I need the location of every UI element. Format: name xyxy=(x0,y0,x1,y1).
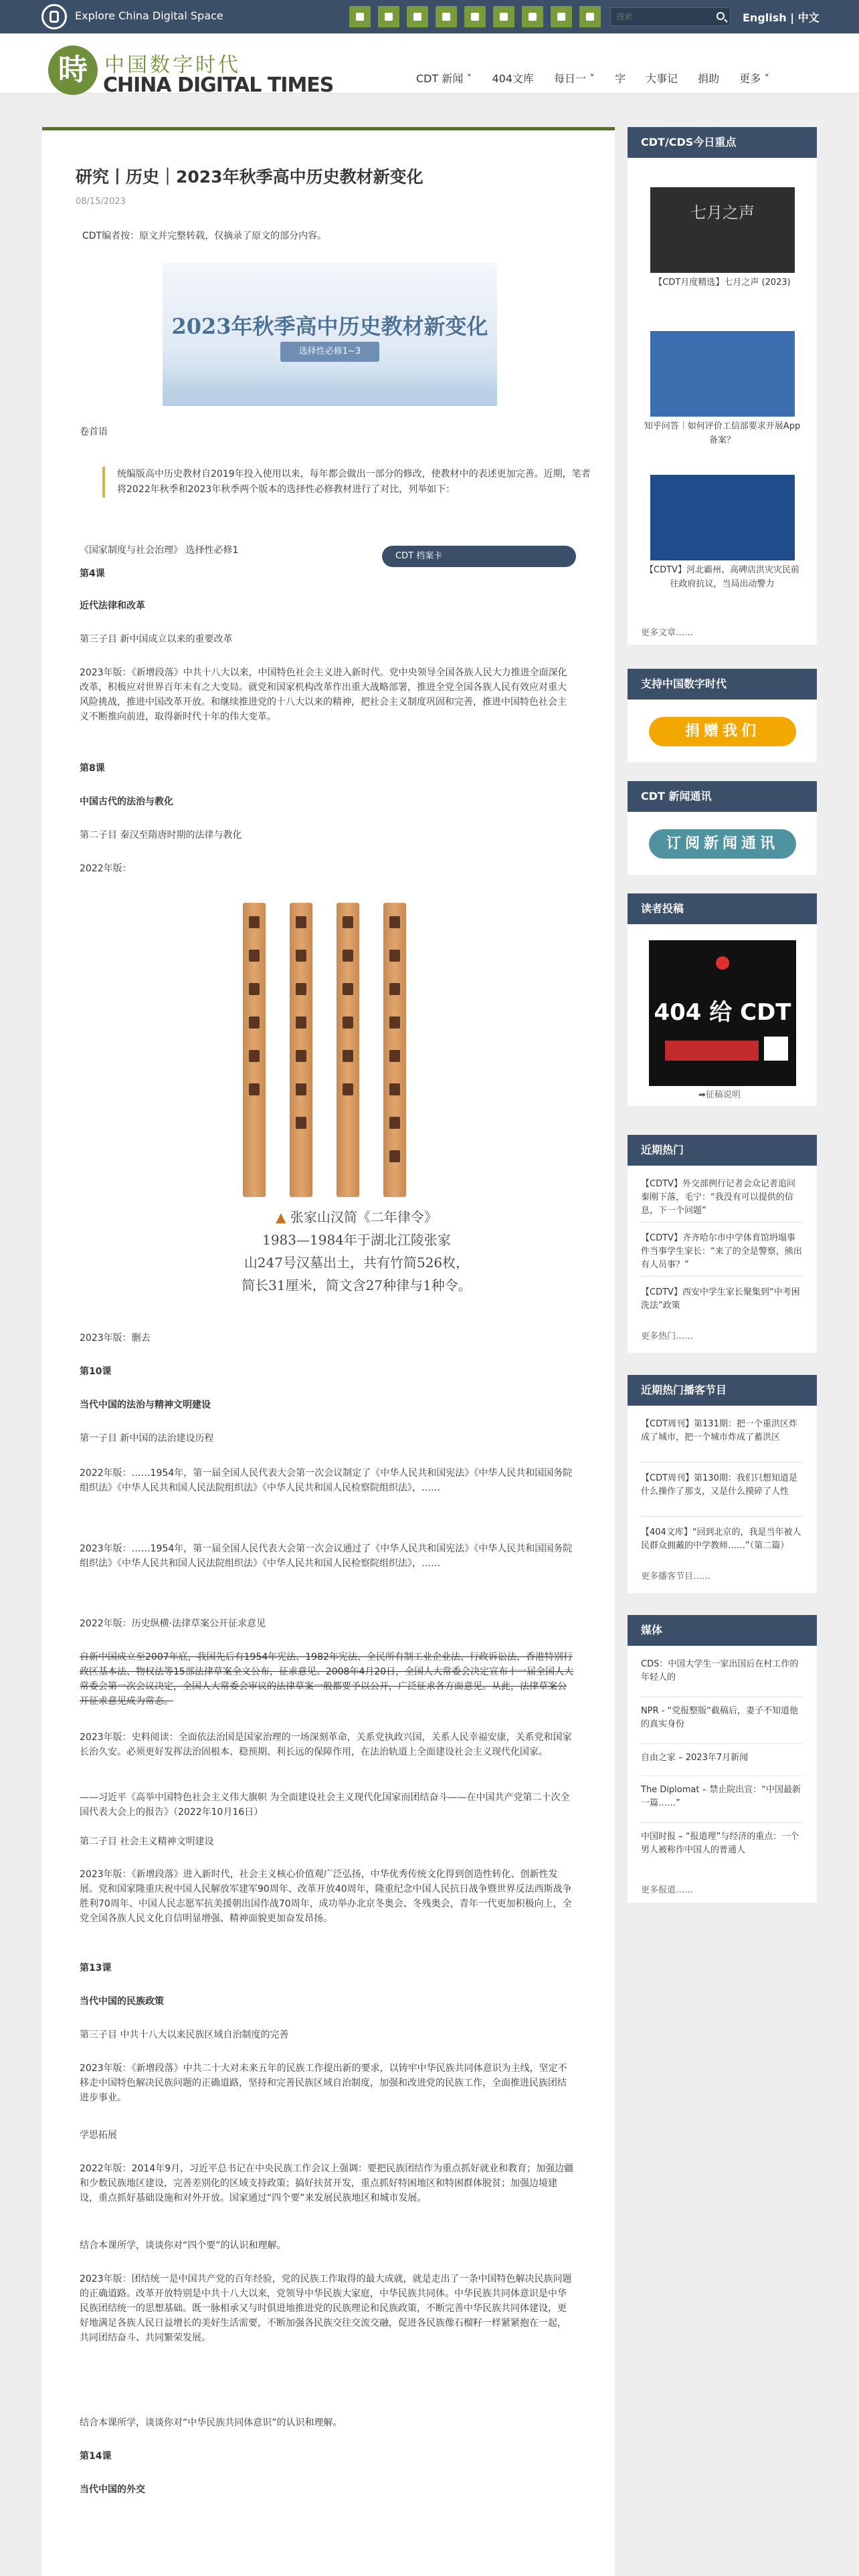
media-item[interactable]: 自由之家 – 2023年7月新闻 xyxy=(641,1753,749,1763)
featured-thumb[interactable]: 七月之声 xyxy=(650,187,795,273)
caption-line: 山247号汉墓出土，共有竹简526枚， xyxy=(244,1255,470,1271)
cds-logo-icon[interactable] xyxy=(41,4,67,29)
site-title-en[interactable]: CHINA DIGITAL TIMES xyxy=(103,74,334,97)
recent-item[interactable]: 【CDTV】齐齐哈尔市中学体育馆坍塌事件当事学生家长：“来了的全是警察，熊出有人员事？” xyxy=(641,1233,802,1270)
article-date: 08/15/2023 xyxy=(76,197,126,207)
lesson-paragraph: 2023年版：《新增段落》中共二十大对未来五年的民族工作提出新的要求，以铸牢中华民族共同体意识为主线，坚定不移走中国特色解决民族问题的正确道路，坚持和完善民族区域自治制度，加强和改进党的民族工作，全面推进民族团结进步事业。 xyxy=(80,2063,567,2103)
lesson-subtitle: 第三子目 中共十八大以来民族区域自治制度的完善 xyxy=(80,2030,289,2040)
featured-thumb[interactable] xyxy=(650,331,795,417)
editor-note: CDT编者按：原文并完整转载，仅摘录了原文的部分内容。 xyxy=(82,231,327,241)
lesson-paragraph: 2022年版：2014年9月，习近平总书记在中央民族工作会议上强调：要把民族团结作为重点抓好就业和教育；加强边疆和少数民族地区建设，完善差别化的区域支持政策；搞好扶贫开发，重点抓好特困地区和特困群体脱贫；加强边境建设，重点抓好基础设施和对外开放。国家通过“四个要”来发展民族地区和城市发展。 xyxy=(80,2163,574,2204)
media-item[interactable]: NPR - “党报整版“截稿后，妻子不知道他的真实身份 xyxy=(641,1706,799,1729)
lesson-paragraph: 2023年版：团结统一是中国共产党的百年经验，党的民族工作取得的最大成就，就是走出了一条中国特色解决民族问题的正确道路。改革开放特别是中共十八大以来，党领导中华民族大家庭，中华民族共同体。中华民族共同体意识是中华民族团结统一的思想基础。既一脉相承又与时俱进地推进党的民族理论和民族政策，不断完善中华民族共同体建设，更好地满足各族人民日益增长的美好生活需要，不断加强各民族交往交流交融，促进各民族像石榴籽一样紧紧抱在一起，共同团结奋斗、共同繁荣发展。 xyxy=(80,2274,572,2343)
more-link[interactable]: 更多报道…… xyxy=(641,1885,694,1895)
bamboo-caption xyxy=(203,1206,510,1297)
deleted-paragraph: 自新中国成立至2007年底，我国先后有1954年宪法、1982年宪法、全民所有制工业企业法、行政诉讼法、香港特别行政区基本法、物权法等15部法律草案全文公布，征求意见。2008年4月20日，全国人大常委会决定宣布十一届全国人大常委会第一次会议决定，全国人大常委会审议的法律草案一般都要予以公开，广泛征求各方面意见。从此，法律草案公开征求意见成为常态。 xyxy=(80,1652,574,1707)
podcast-item[interactable]: 【CDT周刊】第131期：把一个重洪区炸成了城市，把一个城市炸成了蓄洪区 xyxy=(641,1419,797,1442)
widget-title: 支持中国数字时代 xyxy=(628,669,817,700)
podcast-icon[interactable] xyxy=(522,6,543,27)
lesson-title: 当代中国的法治与精神文明建设 xyxy=(80,1400,211,1410)
top-bar xyxy=(0,0,859,33)
featured-link[interactable]: 【CDTV】河北霸州、高碑店洪灾灾民前往政府抗议，当局出动警力 xyxy=(645,565,799,589)
submit-banner-image[interactable] xyxy=(649,940,796,1086)
media-item[interactable]: 中国时报 – “报道理”与经济的重点：一个男人被称作中国人的普通人 xyxy=(641,1832,799,1855)
cdt-archive-card-button[interactable]: CDT 档案卡 xyxy=(382,546,576,567)
widget-title: 媒体 xyxy=(628,1615,817,1646)
book-title: 《国家制度与社会治理》 选择性必修1 xyxy=(80,545,239,556)
featured-thumb[interactable] xyxy=(650,475,795,560)
lesson-paragraph: 结合本课所学，谈谈你对“四个要”的认识和理解。 xyxy=(80,2240,286,2251)
lesson-paragraph: ——习近平《高举中国特色社会主义伟大旗帜 为全面建设社会主义现代化国家而团结奋斗——在中国共产党第二十次全国代表大会上的报告》（2022年10月16日） xyxy=(80,1792,570,1818)
telegram-icon[interactable] xyxy=(464,6,486,27)
lesson-title: 近代法律和改革 xyxy=(80,601,145,611)
more-link[interactable]: 更多文章…… xyxy=(641,628,694,638)
lesson-heading: 第4课 xyxy=(80,568,105,579)
media-item[interactable]: The Diplomat – 禁止院出宣：“中国最新一篇……” xyxy=(641,1785,801,1808)
lesson-paragraph: 2023年版：……1954年，第一届全国人民代表大会第一次会议通过了《中华人民共和国宪法》《中华人民共和国国务院组织法》《中华人民共和国人民法院组织法》《中华人民共和国人民检察院组织法》，…… xyxy=(80,1543,573,1569)
main-nav xyxy=(416,70,769,86)
recent-widget xyxy=(628,1135,817,1353)
widget-title: CDT/CDS今日重点 xyxy=(628,127,817,158)
nav-item-404[interactable]: 404文库 xyxy=(492,72,534,85)
support-widget xyxy=(628,669,817,762)
lesson-heading: 第13课 xyxy=(80,1963,112,1973)
submit-link[interactable]: ➡征稿说明 xyxy=(698,1090,741,1100)
nav-item-daily[interactable]: 每日一 ˅ xyxy=(554,72,595,85)
intro-quote: 统编版高中历史教材自2019年投入使用以来，每年都会做出一部分的修改，使教材中的表述更加完善。近期，笔者将2022年秋季和2023年秋季两个版本的选择性必修教材进行了对比，列举如下： xyxy=(102,467,591,498)
banner-subtitle: 选择性必修1~3 xyxy=(280,342,379,362)
lesson-paragraph: 2023年版：《新增段落》进入新时代，社会主义核心价值观广泛弘扬，中华优秀传统文化得到创造性转化、创新性发展。党和国家隆重庆祝中国人民解放军建军90周年、改革开放40周年，隆重纪念中国人民抗日战争暨世界反法西斯战争胜利70周年、中国人民志愿军抗美援朝出国作战70周年，成功举办北京冬奥会、冬残奥会，青年一代更加积极向上，全党全国各族人民文化自信明显增强、精神面貌更加奋发昂扬。 xyxy=(80,1869,572,1924)
lesson-title: 当代中国的民族政策 xyxy=(80,1996,164,2007)
lesson-subtitle: 第三子目 新中国成立以来的重要改革 xyxy=(80,634,233,645)
instagram-icon[interactable] xyxy=(407,6,428,27)
site-logo[interactable]: 時 xyxy=(48,45,98,95)
podcast-item[interactable]: 【404文库】“回到北京的，我是当年被人民群众拥戴的中学教师……”（第二篇） xyxy=(641,1527,801,1551)
language-switch[interactable]: English | 中文 xyxy=(743,11,820,24)
widget-title: 近期热门播客节目 xyxy=(628,1375,817,1406)
more-link[interactable]: 更多热门…… xyxy=(641,1331,694,1341)
caption-line: 1983—1984年于湖北江陵张家 xyxy=(262,1232,451,1248)
featured-link[interactable]: 知乎问答｜如何评价工信部要求开展App备案？ xyxy=(644,421,801,445)
youtube-icon[interactable] xyxy=(436,6,457,27)
nav-item-news[interactable]: CDT 新闻 ˅ xyxy=(416,72,472,85)
search-box xyxy=(610,7,731,26)
recent-item[interactable]: 【CDTV】西安中学生家长聚集到“中考困洗法”政策 xyxy=(641,1287,800,1311)
more-link[interactable]: 更多播客节目…… xyxy=(641,1572,711,1582)
banner-title: 2023年秋季高中历史教材新变化 xyxy=(171,314,488,339)
search-input[interactable] xyxy=(611,8,711,25)
mastodon-icon[interactable] xyxy=(493,6,514,27)
widget-title: CDT 新闻通讯 xyxy=(628,781,817,812)
featured-link[interactable]: 【CDT月度精选】七月之声 (2023) xyxy=(654,278,791,288)
podcast-item[interactable]: 【CDT周刊】第130期：我们只想知道是什么操作了那支，又是什么摸碎了人性 xyxy=(641,1473,797,1497)
twitter-icon[interactable] xyxy=(378,6,399,27)
app-icon[interactable] xyxy=(579,6,601,27)
submit-badge-text: 404 给 CDT xyxy=(654,999,791,1026)
lesson-paragraph: 2023年版：史料阅读：全面依法治国是国家治理的一场深刻革命，关系党执政兴国，关系人民幸福安康，关系党和国家长治久安。必须更好发挥法治固根本、稳预期、利长远的保障作用，在法治轨道上全面建设社会主义现代化国家。 xyxy=(80,1732,572,1757)
section-heading: 卷首语 xyxy=(80,427,108,437)
recent-item[interactable]: 【CDTV】外交部例行记者会众记者追问秦刚下落，毛宁：“我没有可以提供的信息，下一个问题” xyxy=(641,1179,795,1216)
lesson-subtitle: 第二子目 社会主义精神文明建设 xyxy=(80,1836,214,1847)
podcast-widget xyxy=(628,1375,817,1593)
donate-button[interactable]: 捐赠我们 xyxy=(649,717,796,746)
lesson-paragraph: 结合本课所学，谈谈你对“中华民族共同体意识”的认识和理解。 xyxy=(80,2418,343,2428)
search-icon[interactable] xyxy=(717,12,725,20)
media-widget xyxy=(628,1615,817,1903)
site-title-cn[interactable]: 中国数字时代 xyxy=(104,53,241,77)
nav-item-word[interactable]: 字 xyxy=(615,72,626,85)
lesson-subtitle: 第二子目 秦汉至隋唐时期的法律与教化 xyxy=(80,830,242,841)
facebook-icon[interactable] xyxy=(349,6,371,27)
caption-title: ▲ 张家山汉简《二年律令》 xyxy=(276,1209,438,1225)
lesson-title: 当代中国的外交 xyxy=(80,2484,145,2495)
submit-widget xyxy=(628,893,817,1106)
newsletter-widget xyxy=(628,781,817,875)
article-banner-image xyxy=(163,263,497,406)
nav-item-donate[interactable]: 捐助 xyxy=(698,72,720,85)
bamboo-slips-image xyxy=(243,903,417,1197)
lesson-subtitle: 学思拓展 xyxy=(80,2130,117,2141)
subscribe-button[interactable]: 订阅新闻通讯 xyxy=(649,829,796,859)
featured-widget xyxy=(628,127,817,645)
lesson-heading: 第14课 xyxy=(80,2451,112,2462)
rss-icon[interactable] xyxy=(551,6,572,27)
widget-title: 读者投稿 xyxy=(628,893,817,924)
article-title: 研究丨历史｜2023年秋季高中历史教材新变化 xyxy=(76,167,423,187)
version-label: 2022年版： xyxy=(80,863,132,874)
lesson-subtitle: 第一子目 新中国的法治建设历程 xyxy=(80,1433,214,1444)
widget-title: 近期热门 xyxy=(628,1135,817,1166)
lesson-heading: 第8课 xyxy=(80,763,105,774)
caption-line: 简长31厘米，简文含27种律与1种令。 xyxy=(242,1277,472,1293)
lesson-paragraph: 2023年版：《新增段落》中共十八大以来，中国特色社会主义进入新时代。党中央领导全国各族人民大力推进全面深化改革，积极应对世界百年未有之大变局。就党和国家机构改革作出重大战略部署，推进全党全国各族人民有效应对重大风险挑战，推进中国改革开放。和继续推进党的十八大以来的精神，把社会主义制度巩固和完善，推进中国特色社会主义不断推向前进，取得新时代十年的伟大变革。 xyxy=(80,667,567,722)
lesson-paragraph: 2022年版：历史纵横·法律草案公开征求意见 xyxy=(80,1618,266,1629)
lesson-paragraph: 2022年版：……1954年，第一届全国人民代表大会第一次会议制定了《中华人民共和国宪法》《中华人民共和国国务院组织法》《中华人民共和国人民法院组织法》《中华人民共和国人民检察院组织法》，…… xyxy=(80,1468,573,1493)
lesson-heading: 第10课 xyxy=(80,1366,112,1377)
version-label: 2023年版：删去 xyxy=(80,1333,151,1344)
article-container xyxy=(42,127,615,2576)
social-links xyxy=(349,6,601,27)
nav-item-events[interactable]: 大事记 xyxy=(646,72,678,85)
site-name-link[interactable]: Explore China Digital Space xyxy=(75,9,223,22)
lesson-title: 中国古代的法治与教化 xyxy=(80,796,173,807)
media-item[interactable]: CDS：中国大学生一家出国后在村工作的年轻人的 xyxy=(641,1659,799,1683)
nav-item-more[interactable]: 更多 ˅ xyxy=(739,72,770,85)
